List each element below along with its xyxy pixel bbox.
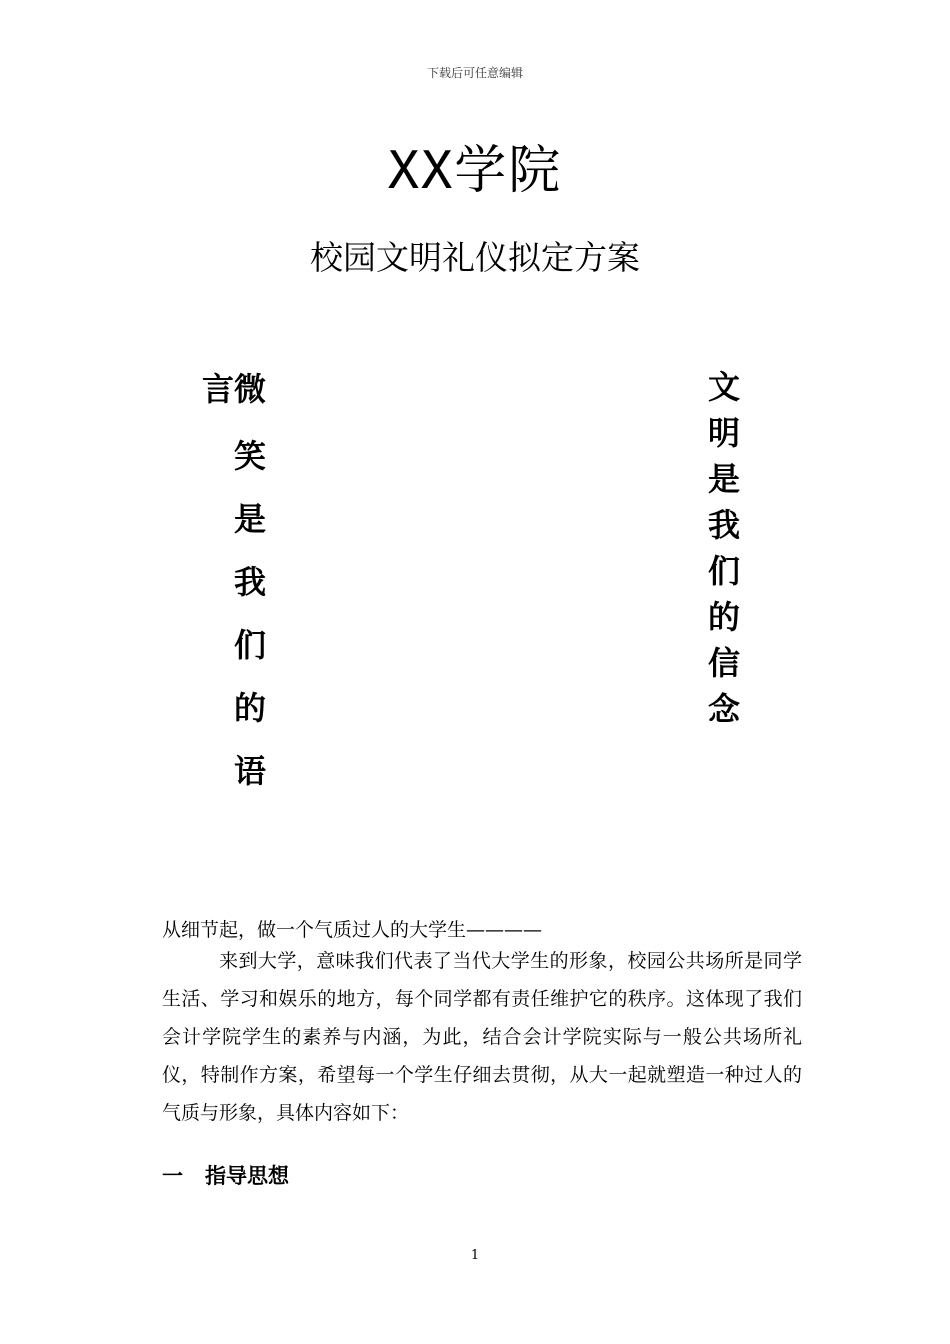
left-vertical-char: 语 <box>233 752 266 790</box>
document-subtitle: 校园文明礼仪拟定方案 <box>310 238 640 277</box>
left-vertical-char: 笑 <box>233 437 266 475</box>
section-title: 指导思想 <box>205 1164 289 1188</box>
right-vertical-char: 明 <box>707 414 740 452</box>
right-vertical-char: 们 <box>707 552 740 590</box>
intro-line: 从细节起，做一个气质过人的大学生———— <box>162 919 543 941</box>
header-note: 下载后可任意编辑 <box>426 66 523 80</box>
right-vertical-char: 我 <box>707 506 740 544</box>
left-vertical-char: 的 <box>233 689 266 727</box>
left-vertical-char: 们 <box>233 626 266 664</box>
right-vertical-char: 念 <box>707 690 740 728</box>
left-vertical-slogan <box>232 425 268 803</box>
section-heading <box>162 1160 289 1190</box>
left-vertical-head: 言微 <box>201 370 266 408</box>
right-vertical-char: 是 <box>707 460 740 498</box>
right-vertical-char: 文 <box>707 368 740 406</box>
left-vertical-char: 是 <box>233 500 266 538</box>
page-number: 1 <box>470 1248 480 1263</box>
right-vertical-slogan <box>706 364 742 732</box>
right-vertical-char: 信 <box>707 644 740 682</box>
section-number: 一 <box>162 1164 183 1188</box>
body-paragraph: 来到大学，意味我们代表了当代大学生的形象，校园公共场所是同学生活、学习和娱乐的地方，每个同学都有责任维护它的秩序。这体现了我们会计学院学生的素养与内涵，为此，结合会计学院实际与一般公共场所礼仪，特制作方案，希望每一个学生仔细去贯彻，从大一起就塑造一种过人的气质与形象，具体内容如下： <box>162 950 802 1124</box>
left-vertical-char: 我 <box>233 563 266 601</box>
document-title: XX学院 <box>387 141 563 201</box>
right-vertical-char: 的 <box>707 598 740 636</box>
